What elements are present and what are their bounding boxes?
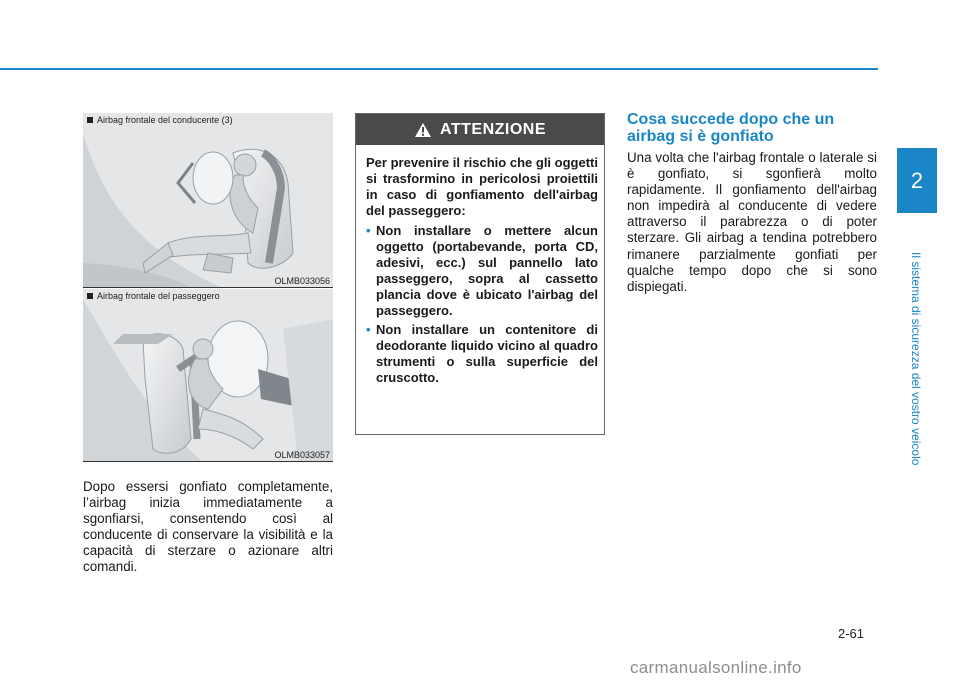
warning-item-text: Non installare un contenitore di deodorante liquido vicino al quadro strumenti o sulla superficie del cruscotto.: [376, 322, 598, 385]
driver-airbag-illustration: [83, 113, 333, 288]
warning-header: [356, 114, 604, 145]
chapter-tab: 2: [897, 148, 937, 213]
figure-caption: [87, 115, 233, 125]
figure-caption-text: Airbag frontale del passeggero: [97, 291, 220, 301]
passenger-airbag-illustration: [83, 289, 333, 462]
warning-triangle-icon: [414, 122, 432, 138]
figure-bottom-line: [83, 287, 333, 288]
warning-body: [356, 145, 604, 386]
warning-item: [366, 322, 598, 386]
figure-caption-text: Airbag frontale del conducente (3): [97, 115, 233, 125]
warning-item: [366, 223, 598, 319]
figure-code: OLMB033057: [274, 450, 330, 460]
top-rule: [0, 68, 878, 70]
figure-caption: [87, 291, 220, 301]
caption-square-icon: [87, 117, 93, 123]
page-number: 2-61: [838, 626, 865, 641]
section-title: Cosa succede dopo che un airbag si è gonfiato: [627, 111, 835, 145]
figure-bottom-line: [83, 461, 333, 462]
figure-driver-airbag: [83, 113, 333, 288]
figure-passenger-airbag: [83, 289, 333, 462]
figure-code: OLMB033056: [274, 276, 330, 286]
chapter-title: Il sistema di sicurezza del vostro veicolo: [909, 252, 923, 466]
warning-list: [366, 223, 598, 386]
warning-box: [355, 113, 605, 435]
caption-square-icon: [87, 293, 93, 299]
section-paragraph: Una volta che l'airbag frontale o laterale si è gonfiato, si sgonfierà molto rapidamente. Il gonfiamento dell'airbag non impedirà al conducente di vedere attraverso il parabrezza o di poter sterzare. Gli airbag a tendina potrebbero rimanere parzialmente gonfiati per qualche tempo dopo che si sono dispiegati.: [627, 150, 877, 294]
warning-intro: Per prevenire il rischio che gli oggetti si trasformino in pericolosi proiettili in caso di gonfiamento dell'airbag del passeggero:: [366, 155, 598, 218]
bullet-dot-icon: •: [366, 223, 371, 238]
bullet-dot-icon: •: [366, 322, 371, 337]
warning-title: ATTENZIONE: [439, 120, 547, 138]
warning-item-text: Non installare o mettere alcun oggetto (portabevande, porta CD, adesivi, ecc.) sul pannello lato passeggero, sopra al cassetto plancia dove è ubicato l'airbag del passeggero.: [376, 223, 598, 318]
left-paragraph: Dopo essersi gonfiato completamente, l’airbag inizia immediatamente a sgonfiarsi, consentendo così al conducente di conservare la visibilità e la capacità di sterzare o azionare altri comandi.: [83, 479, 333, 575]
watermark: carmanualsonline.info: [630, 658, 802, 677]
